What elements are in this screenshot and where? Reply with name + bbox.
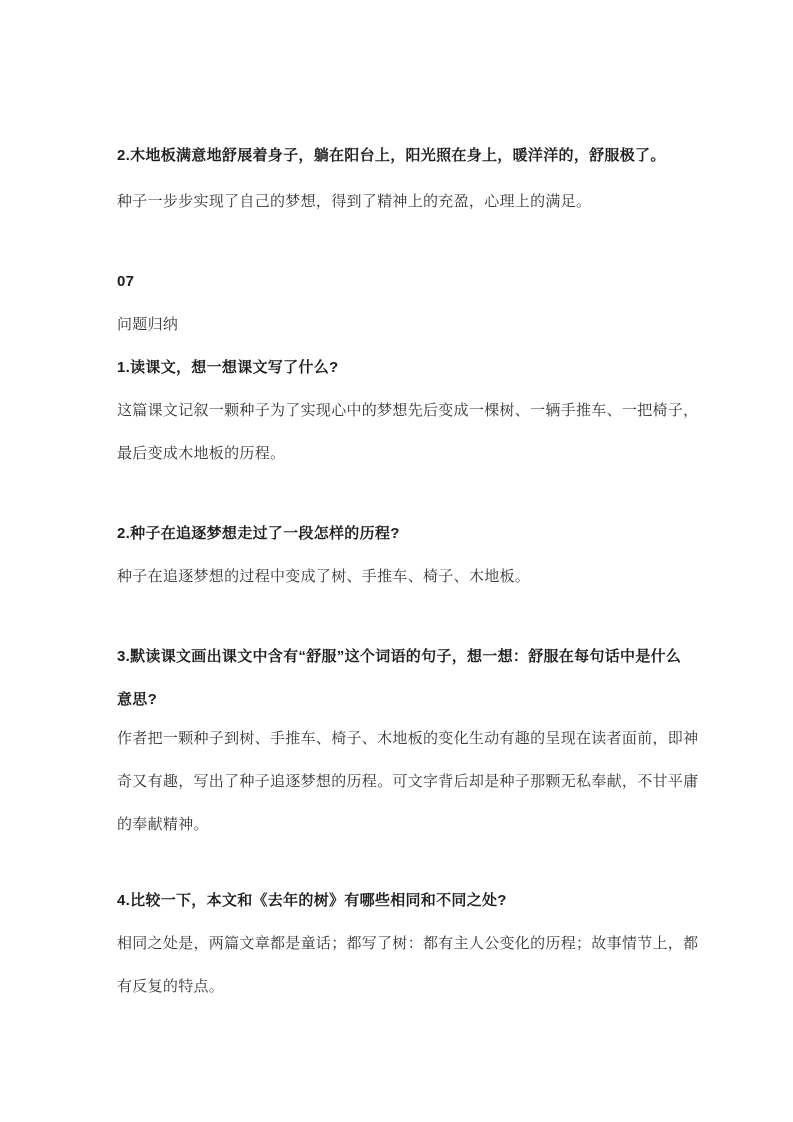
question-1-heading (117, 346, 703, 389)
text-line: 有反复的特点。 (117, 978, 225, 995)
text-line: 2.木地板满意地舒展着身子，躺在阳台上，阳光照在身上，暖洋洋的，舒服极了。 (117, 147, 666, 164)
text-line: 的奉献精神。 (117, 816, 209, 833)
text-line: 2.种子在追逐梦想走过了一段怎样的历程? (117, 525, 400, 542)
text-line: 07 (117, 273, 135, 290)
answer-1-paragraph (117, 389, 703, 475)
text-line: 意思? (117, 691, 158, 708)
text-line: 4.比较一下，本文和《去年的树》有哪些相同和不同之处? (117, 892, 507, 909)
text-line: 1.读课文，想一想课文写了什么? (117, 359, 339, 376)
section-title (117, 303, 703, 346)
text-line: 作者把一颗种子到树、手推车、椅子、木地板的变化生动有趣的呈现在读者面前，即神 (117, 730, 699, 747)
question-3-heading (117, 635, 703, 721)
answer-4-paragraph (117, 922, 703, 1008)
question-4-heading (117, 879, 703, 922)
text-line: 这篇课文记叙一颗种子为了实现心中的梦想先后变成一棵树、一辆手推车、一把椅子， (117, 402, 699, 419)
text-line: 最后变成木地板的历程。 (117, 445, 286, 462)
section-number (117, 260, 703, 303)
sentence-2-analysis (117, 180, 703, 223)
text-line: 问题归纳 (117, 316, 179, 333)
answer-3-paragraph (117, 717, 703, 846)
answer-2-paragraph (117, 555, 703, 598)
text-line: 种子在追逐梦想的过程中变成了树、手推车、椅子、木地板。 (117, 568, 531, 585)
text-line: 3.默读课文画出课文中含有“舒服”这个词语的句子，想一想：舒服在每句话中是什么 (117, 648, 682, 665)
text-line: 奇又有趣，写出了种子追逐梦想的历程。可文字背后却是种子那颗无私奉献，不甘平庸 (117, 773, 699, 790)
text-line: 种子一步步实现了自己的梦想，得到了精神上的充盈，心理上的满足。 (117, 193, 592, 210)
question-2-heading (117, 512, 703, 555)
highlighted-sentence-2 (117, 134, 703, 177)
text-line: 相同之处是，两篇文章都是童话；都写了树：都有主人公变化的历程；故事情节上，都 (117, 935, 699, 952)
